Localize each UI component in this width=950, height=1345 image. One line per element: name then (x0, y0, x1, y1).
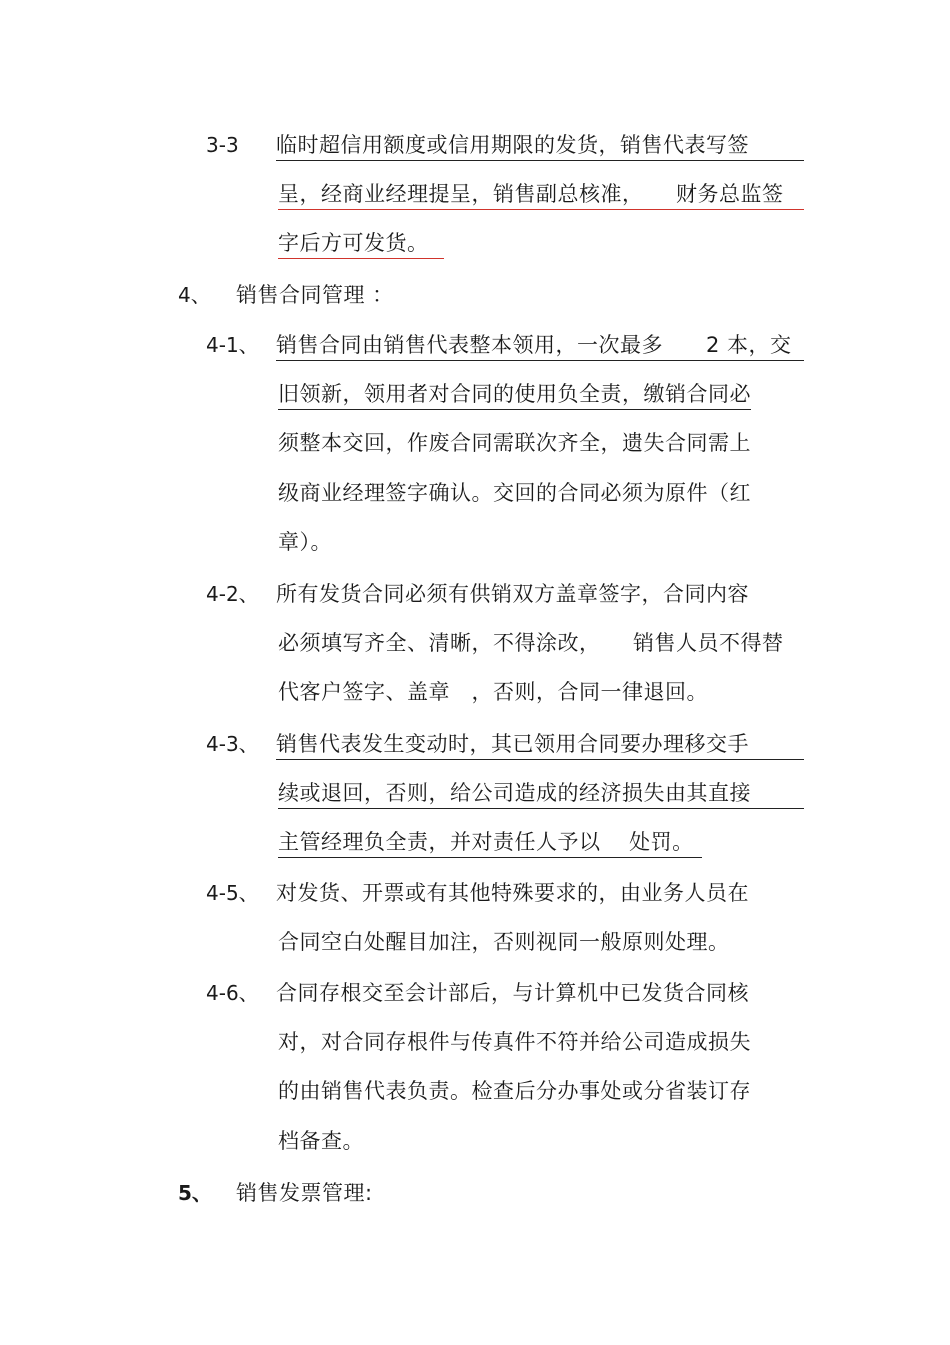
paragraph-line: 档备查。 (278, 1129, 364, 1153)
section-title: 销售发票管理: (236, 1181, 373, 1205)
section-number: 4-5、 (206, 881, 259, 905)
paragraph-line: 的由销售代表负责。检查后分办事处或分省装订存 (278, 1079, 751, 1103)
paragraph-line: 字后方可发货。 (278, 229, 444, 259)
section-title: 销售合同管理 ： (236, 283, 394, 307)
paragraph-line: 续或退回，否则，给公司造成的经济损失由其直接 (278, 779, 804, 809)
section-number: 4-3、 (206, 732, 259, 756)
section-number: 4-1、 (206, 333, 259, 357)
section-number: 4-6、 (206, 981, 259, 1005)
section-number: 4-2、 (206, 582, 259, 606)
paragraph-line: 必须填写齐全、清晰，不得涂改， 销售人员不得替 (278, 631, 784, 655)
paragraph-line: 对发货、开票或有其他特殊要求的，由业务人员在 (276, 881, 749, 905)
section-number: 3-3 (206, 133, 239, 157)
paragraph-line: 旧领新，领用者对合同的使用负全责，缴销合同必 (278, 380, 751, 410)
paragraph-line: 销售代表发生变动时，其已领用合同要办理移交手 (276, 730, 804, 760)
paragraph-line: 销售合同由销售代表整本领用，一次最多 2 本，交 (276, 331, 804, 361)
paragraph-line: 章）。 (278, 530, 332, 554)
paragraph-line: 代客户签字、盖章 ，否则，合同一律退回。 (278, 680, 708, 704)
paragraph-line: 对，对合同存根件与传真件不符并给公司造成损失 (278, 1030, 751, 1054)
paragraph-line: 呈，经商业经理提呈，销售副总核准， 财务总监签 (278, 180, 804, 210)
paragraph-line: 临时超信用额度或信用期限的发货，销售代表写签 (276, 131, 804, 161)
paragraph-line: 级商业经理签字确认。交回的合同必须为原件（红 (278, 481, 751, 505)
section-number: 4、 (178, 283, 211, 307)
paragraph-line: 所有发货合同必须有供销双方盖章签字，合同内容 (276, 582, 749, 606)
section-number: 5、 (178, 1181, 212, 1205)
paragraph-line: 合同空白处醒目加注，否则视同一般原则处理。 (278, 930, 730, 954)
paragraph-line: 须整本交回，作废合同需联次齐全，遗失合同需上 (278, 431, 751, 455)
paragraph-line: 主管经理负全责，并对责任人予以 处罚。 (278, 828, 702, 858)
paragraph-line: 合同存根交至会计部后，与计算机中已发货合同核 (276, 981, 749, 1005)
